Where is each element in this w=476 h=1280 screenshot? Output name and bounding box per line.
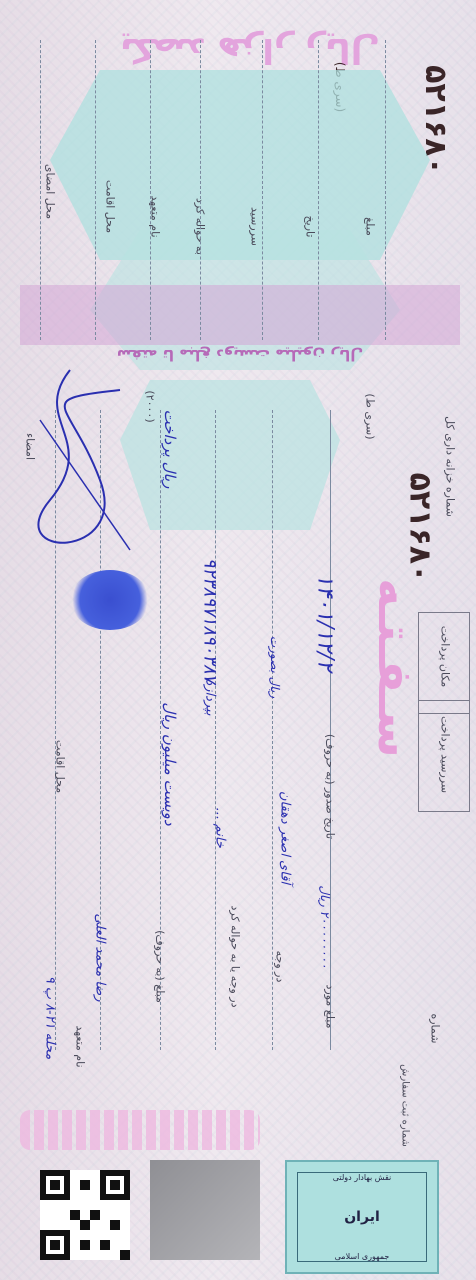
row-2-value: آقای اصغر دهقان [277, 790, 293, 885]
stub-field-debtor: نام متعهد [148, 195, 162, 238]
stub-line-3 [262, 40, 263, 340]
top-guilloche-pattern [20, 30, 460, 380]
stub-line-1 [385, 40, 386, 340]
header-serial: ۵۲۱۶۸۰ [402, 472, 438, 583]
row-3-value: خانم ... [212, 807, 228, 848]
box-place-label: مکان پرداخت [438, 625, 452, 688]
row-address-value: محله ۲۱-۸ پ ۹ [42, 975, 58, 1060]
stub-line-6 [95, 40, 96, 340]
signature-scribble [10, 360, 160, 570]
row-issue-date-label: تاریخ صدور (به حروف) [323, 733, 337, 840]
row-amount-label: مبلغ مورد [323, 984, 337, 1029]
row-3-hand: بپردازد [202, 679, 218, 716]
row-2-label: در وجه [273, 950, 287, 983]
header-title: سـفـتـه [367, 578, 423, 758]
stub-line-2 [318, 40, 319, 340]
fingerprint [70, 570, 150, 630]
qr-code [40, 1170, 130, 1260]
stub-line-4 [200, 40, 201, 340]
stub-line-7 [40, 40, 41, 340]
band-stamp-value: ریال پرداخت [161, 409, 179, 489]
box-due-label: سررسید پرداخت [438, 715, 452, 794]
row-amount-words-label: مبلغ (به حروف) [153, 930, 167, 1003]
box-number-label: شماره [428, 1013, 442, 1044]
stub-field-to-order: به حواله کرد [193, 198, 207, 255]
stamp-text-top: نقش بهادار دولتی [332, 1173, 392, 1182]
row-amount-words-value: دویست میلیون ریال [161, 702, 179, 826]
header-serial-label: شماره خزانه داری کل [443, 416, 457, 517]
row-amount-value: ۲۰۰۰۰۰۰۰۰ ریال [318, 885, 332, 969]
stub-field-amount: مبلغ [363, 217, 377, 236]
header-series: (سری ط) [363, 393, 377, 440]
hologram [150, 1160, 260, 1260]
stub-field-due: سررسید [248, 207, 262, 246]
band-unit: (۲۰۰۰) [143, 390, 157, 423]
stamp-note: شماره ثبت سفارش [399, 1064, 411, 1147]
stub-field-address: محل اقامت [103, 179, 117, 234]
stub-amount-words: یکصد هزار ریال [120, 30, 380, 70]
stamp-text-bottom: جمهوری اسلامی [334, 1252, 390, 1261]
pink-ornament [20, 1110, 260, 1150]
id-number: ۹۲۳۸۹۷۱۸۹۰۳۸۷ [199, 557, 221, 684]
stub-line-5 [150, 40, 151, 340]
band-limit-text: سفته تا مبلغ دویست میلیون ریال [116, 346, 364, 364]
row-payee-label: نام متعهد [73, 1025, 87, 1068]
stub-field-signature: محل امضای [43, 163, 57, 220]
stub-field-date: تاریخ [303, 215, 317, 238]
row-2-hand: ریال بصورت [268, 635, 282, 699]
revenue-stamp [285, 1160, 439, 1274]
row-payee-value: رضا محمد العلی [92, 913, 108, 1002]
signature-label: امضاء [23, 432, 37, 460]
stamp-text-center: ایران [344, 1209, 380, 1225]
row-address-label: محل اقامت [53, 739, 67, 794]
row-issue-date-value: ۱۴۰۱/۱۲/۲ [312, 573, 338, 672]
row-3-label: در وجه یا به حواله کرد [228, 905, 242, 1008]
stub-serial: ۵۲۱۶۸۰ [418, 65, 453, 175]
